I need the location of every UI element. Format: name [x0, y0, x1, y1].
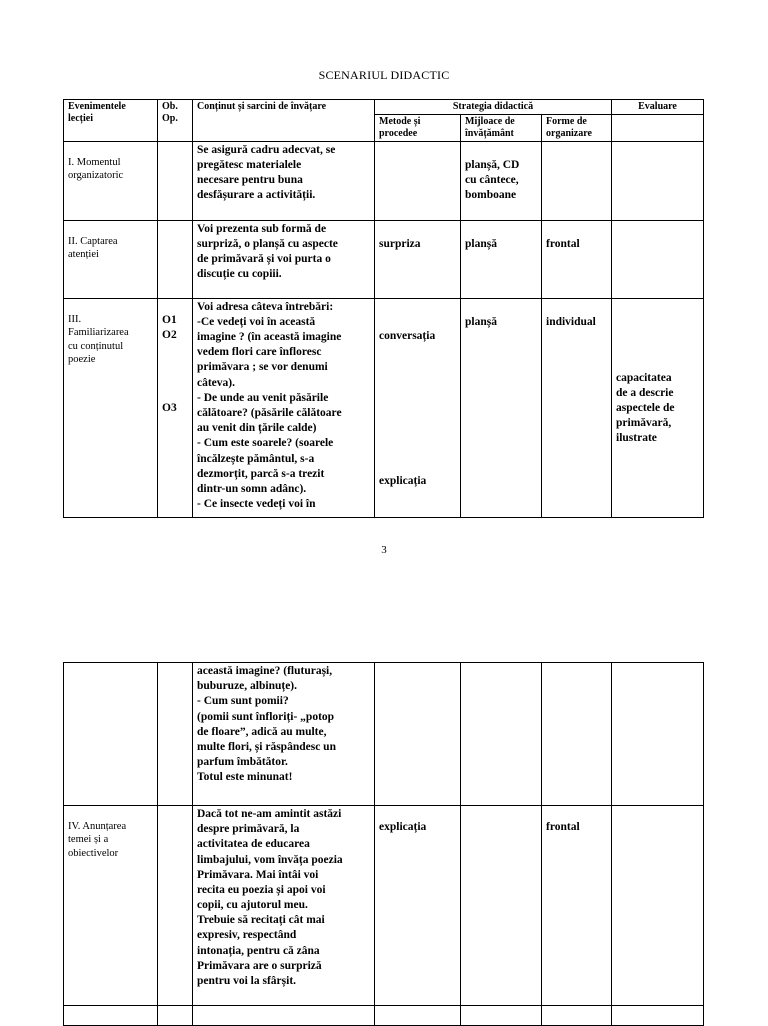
row-objectives — [158, 1006, 193, 1026]
table-row — [64, 298, 704, 517]
row-forms — [542, 663, 612, 806]
table-row — [64, 220, 704, 298]
lesson-table-continued — [63, 662, 704, 1026]
header-forms: Forme de organizare — [542, 114, 612, 141]
row-evaluation — [612, 806, 704, 1006]
row-means — [461, 1006, 542, 1026]
row-objectives — [158, 806, 193, 1006]
row-forms: individual — [542, 298, 612, 517]
header-means: Mijloace de învățământ — [461, 114, 542, 141]
row-evaluation — [612, 220, 704, 298]
row-content: această imagine? (fluturași, buburuze, albinuțe). - Cum sunt pomii? (pomii sunt înfloriți- „potop de floare”, adică au multe, multe flori, și răspândesc un parfum îmbătător. Totul este minunat! — [193, 663, 375, 806]
row-content: Voi adresa câteva întrebări: -Ce vedeți voi în această imagine ? (în această imagine vedem flori care înfloresc primăvara ; se vor denumi câteva). - De unde au venit păsările călătoare? (păsările călătoare au venit din țările calde) - Cum este soarele? (soarele încălzește pământul, s-a dezmorțit, parcă s-a trezit dintr-un somn adânc). - Ce insecte vedeți voi în — [193, 298, 375, 517]
row-evaluation — [612, 141, 704, 220]
table-row — [64, 1006, 704, 1026]
row-objectives: O1 O2 O3 — [158, 298, 193, 517]
header-strategy: Strategia didactică — [375, 100, 612, 115]
row-event: III. Familiarizarea cu conținutul poezie — [64, 298, 158, 517]
row-methods: conversația explicația — [375, 298, 461, 517]
header-objectives: Ob. Op. — [158, 100, 193, 142]
page-number: 3 — [381, 544, 387, 556]
row-content — [193, 1006, 375, 1026]
row-methods — [375, 1006, 461, 1026]
table-row — [64, 141, 704, 220]
row-objectives — [158, 220, 193, 298]
header-evaluation-blank — [612, 114, 704, 141]
document-title: SCENARIUL DIDACTIC — [318, 68, 450, 82]
row-forms — [542, 1006, 612, 1026]
row-objectives — [158, 141, 193, 220]
row-content: Voi prezenta sub formă de surpriză, o planșă cu aspecte de primăvară și voi purta o discuție cu copiii. — [193, 220, 375, 298]
row-objectives — [158, 663, 193, 806]
row-methods: explicația — [375, 806, 461, 1006]
row-evaluation — [612, 663, 704, 806]
header-events: Evenimentele lecției — [64, 100, 158, 142]
row-content: Dacă tot ne-am amintit astăzi despre primăvară, la activitatea de educarea limbajului, vom învăța poezia Primăvara. Mai întâi voi recita eu poezia și apoi voi copii, cu ajutorul meu. Trebuie să recitați cât mai expresiv, respectând intonația, pentru că zâna Primăvara are o surpriză pentru voi la sfârșit. — [193, 806, 375, 1006]
row-event — [64, 663, 158, 806]
row-forms: frontal — [542, 806, 612, 1006]
row-evaluation: capacitatea de a descrie aspectele de primăvară, ilustrate — [612, 298, 704, 517]
row-content: Se asigură cadru adecvat, se pregătesc materialele necesare pentru buna desfășurare a activității. — [193, 141, 375, 220]
header-content: Conținut și sarcini de învățare — [193, 100, 375, 142]
row-event: IV. Anunțarea temei și a obiectivelor — [64, 806, 158, 1006]
row-means — [461, 806, 542, 1006]
table-row — [64, 806, 704, 1006]
row-means: planșă, CD cu cântece, bomboane — [461, 141, 542, 220]
row-means: planșă — [461, 220, 542, 298]
row-forms — [542, 141, 612, 220]
row-event: I. Momentul organizatoric — [64, 141, 158, 220]
row-methods — [375, 663, 461, 806]
row-methods: surpriza — [375, 220, 461, 298]
row-event: II. Captarea atenției — [64, 220, 158, 298]
header-methods: Metode și procedee — [375, 114, 461, 141]
lesson-table — [63, 99, 704, 518]
row-methods — [375, 141, 461, 220]
table-row — [64, 663, 704, 806]
header-evaluation: Evaluare — [612, 100, 704, 115]
row-forms: frontal — [542, 220, 612, 298]
row-means: planșă — [461, 298, 542, 517]
row-means — [461, 663, 542, 806]
row-evaluation — [612, 1006, 704, 1026]
row-event — [64, 1006, 158, 1026]
